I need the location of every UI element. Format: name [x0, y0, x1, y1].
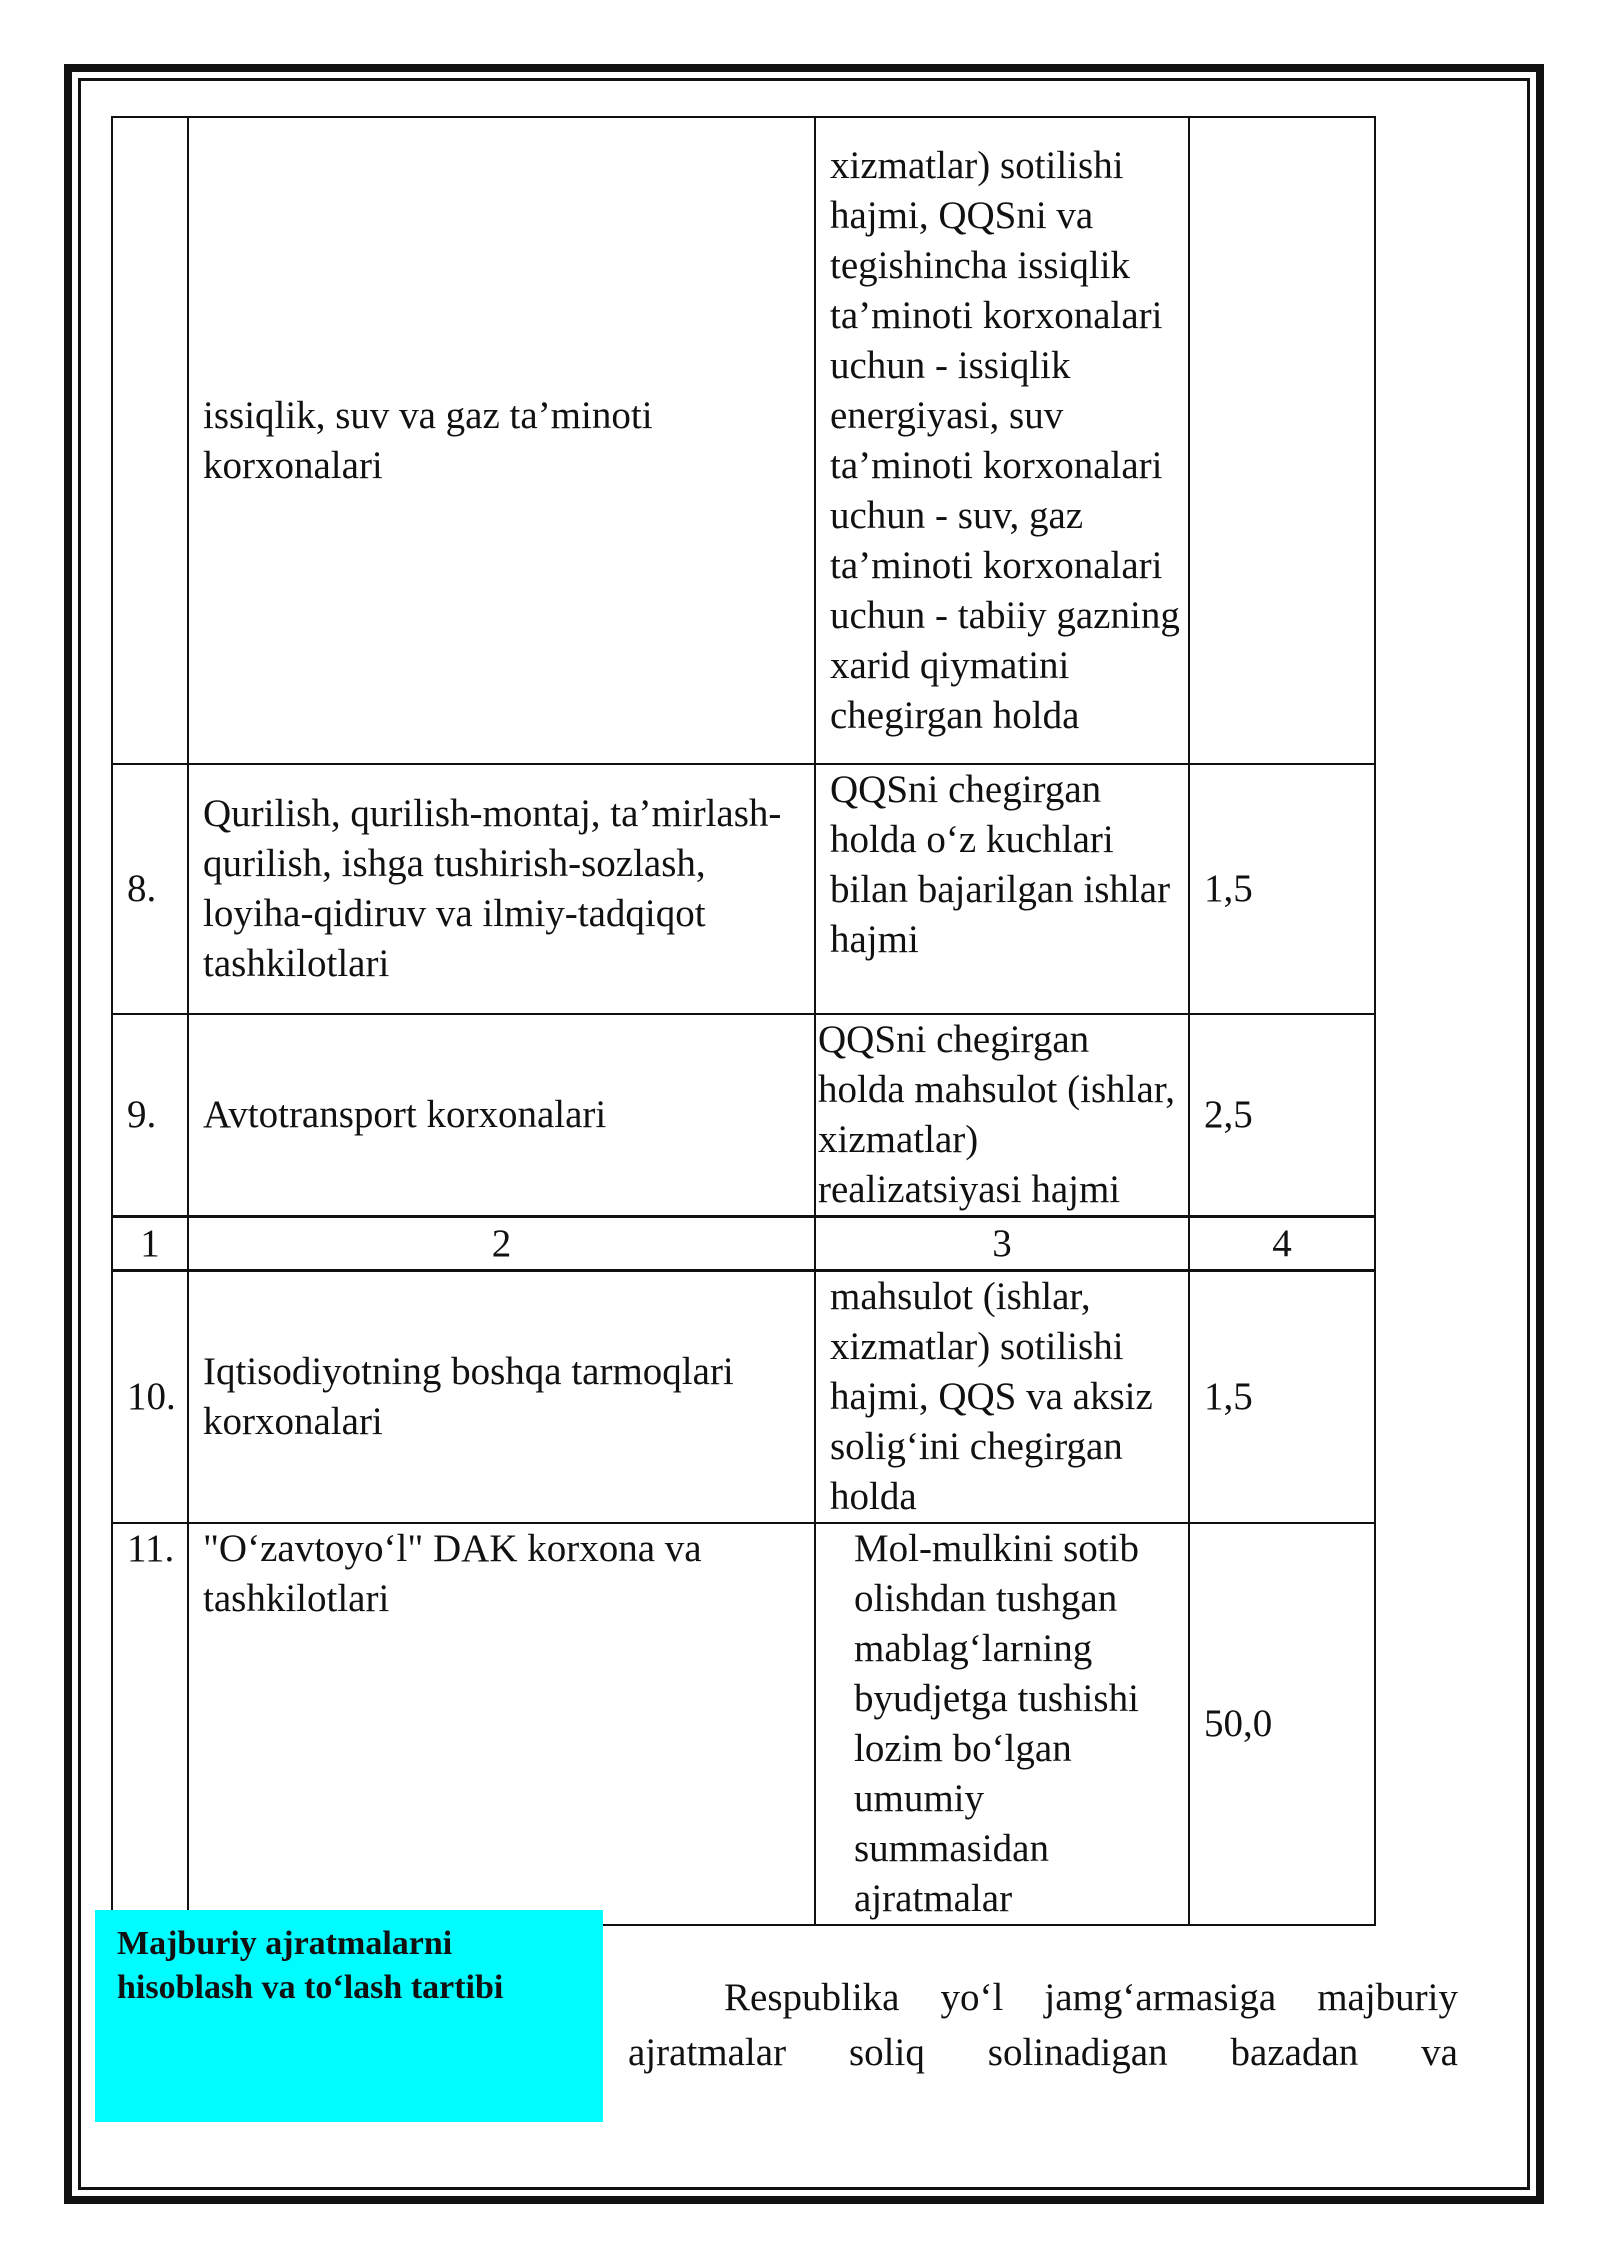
row-number	[112, 117, 188, 764]
table-row	[112, 1271, 1375, 1524]
column-number: 1	[112, 1217, 188, 1271]
row-number: 8.	[112, 764, 188, 1014]
paragraph-line: ajratmalar soliq solinadigan bazadan va	[628, 2031, 1458, 2074]
tax-base: Mol-mulkini sotib olishdan tushgan mablag‘larning byudjetga tushishi lozim bo‘lgan umumiy summasidan ajratmalar	[815, 1523, 1189, 1925]
column-number: 3	[815, 1217, 1189, 1271]
rate-value: 50,0	[1189, 1523, 1375, 1925]
tax-base: mahsulot (ishlar, xizmatlar) sotilishi hajmi, QQS va aksiz solig‘ini chegirgan holda	[815, 1271, 1189, 1524]
column-number: 4	[1189, 1217, 1375, 1271]
table-row	[112, 1523, 1375, 1925]
table-row	[112, 764, 1375, 1014]
tax-base: QQSni chegirgan holda mahsulot (ishlar, xizmatlar) realizatsiyasi hajmi	[815, 1014, 1189, 1217]
row-number: 9.	[112, 1014, 188, 1217]
rate-value: 2,5	[1189, 1014, 1375, 1217]
enterprise-type: "O‘zavtoyo‘l" DAK korxona va tashkilotlari	[188, 1523, 815, 1925]
tax-base: QQSni chegirgan holda o‘z kuchlari bilan bajarilgan ishlar hajmi	[815, 764, 1189, 1014]
column-number: 2	[188, 1217, 815, 1271]
enterprise-type: Qurilish, qurilish-montaj, ta’mirlash-qurilish, ishga tushirish-sozlash, loyiha-qidiruv va ilmiy-tadqiqot tashkilotlari	[188, 764, 815, 1014]
enterprise-type: Iqtisodiyotning boshqa tarmoqlari korxonalari	[188, 1271, 815, 1524]
enterprise-type: issiqlik, suv va gaz ta’minoti korxonalari	[188, 117, 815, 764]
tax-base: xizmatlar) sotilishi hajmi, QQSni va tegishincha issiqlik ta’minoti korxonalari uchun - issiqlik energiyasi, suv ta’minoti korxonalari uchun - suv, gaz ta’minoti korxonalari uchun - tabiiy gazning xarid qiymatini chegirgan holda	[815, 117, 1189, 764]
column-number-row	[112, 1217, 1375, 1271]
row-number: 10.	[112, 1271, 188, 1524]
rate-value: 1,5	[1189, 764, 1375, 1014]
sidebox-title: Majburiy ajratmalarni hisoblash va to‘lash tartibi	[117, 1925, 504, 2006]
paragraph-line: Respublika yo‘l jamg‘armasiga majburiy	[724, 1976, 1458, 2019]
rate-value	[1189, 117, 1375, 764]
table-row	[112, 1014, 1375, 1217]
rates-table	[111, 116, 1376, 1926]
section-sidebox	[95, 1910, 603, 2122]
table-row	[112, 117, 1375, 764]
row-number: 11.	[112, 1523, 188, 1925]
rate-value: 1,5	[1189, 1271, 1375, 1524]
enterprise-type: Avtotransport korxonalari	[188, 1014, 815, 1217]
body-paragraph	[628, 1970, 1458, 2080]
